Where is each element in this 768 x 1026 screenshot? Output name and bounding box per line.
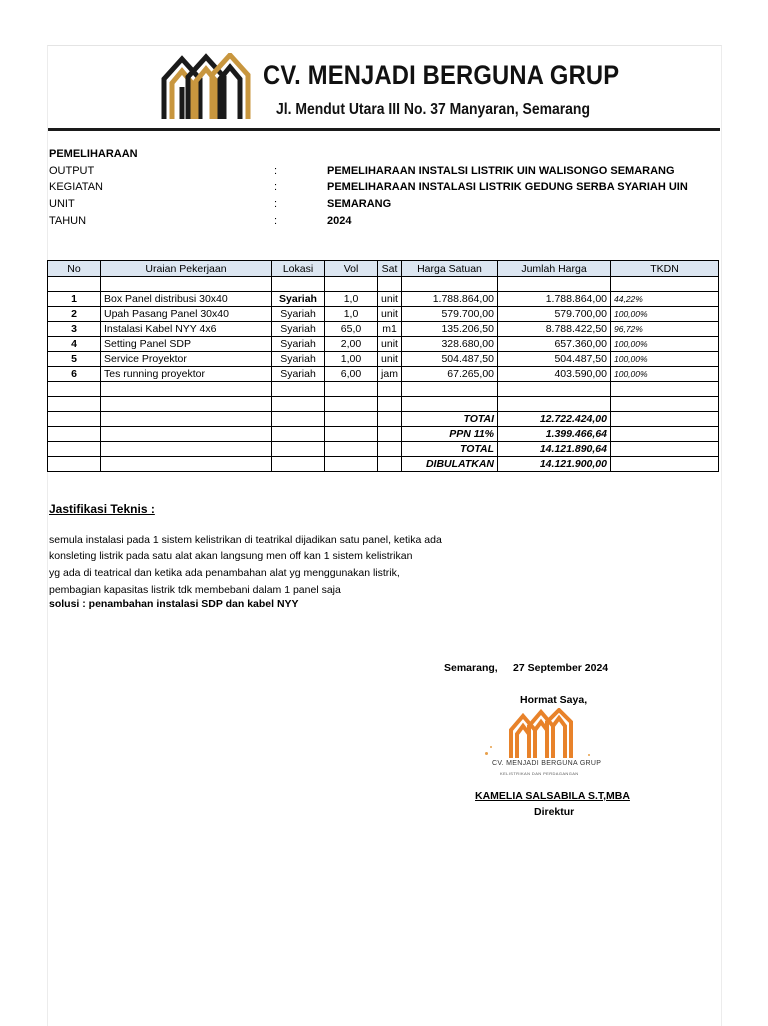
header-tkdn: TKDN (611, 261, 719, 277)
cell-vol: 1,00 (325, 352, 378, 367)
cell-sat: unit (378, 292, 402, 307)
table-row (48, 352, 719, 367)
company-name: CV. MENJADI BERGUNA GRUP (263, 60, 620, 90)
cell-uraian: Tes running proyektor (101, 367, 272, 382)
info-label-tahun: TAHUN (49, 215, 87, 227)
info-colon: : (274, 215, 278, 227)
info-label-kegiatan: KEGIATAN (49, 181, 103, 193)
info-value-kegiatan: PEMELIHARAAN INSTALASI LISTRIK GEDUNG SERBA SYARIAH UIN (327, 181, 688, 193)
header-uraian: Uraian Pekerjaan (101, 261, 272, 277)
cell-sat: unit (378, 352, 402, 367)
cell-lokasi: Syariah (272, 292, 325, 307)
header-no: No (48, 261, 101, 277)
cell-lokasi: Syariah (272, 367, 325, 382)
cell-tkdn: 100,00% (611, 307, 719, 322)
cell-no: 5 (48, 352, 101, 367)
company-address: Jl. Mendut Utara III No. 37 Manyaran, Semarang (276, 101, 590, 118)
cell-uraian: Upah Pasang Panel 30x40 (101, 307, 272, 322)
justification-line: konsleting listrik pada satu alat akan langsung men off kan 1 sistem kelistrikan (49, 550, 413, 562)
cell-sat: jam (378, 367, 402, 382)
table-row-empty (48, 277, 719, 292)
cell-no: 1 (48, 292, 101, 307)
header-jumlah: Jumlah Harga (498, 261, 611, 277)
table-row (48, 292, 719, 307)
cell-tkdn: 44,22% (611, 292, 719, 307)
letterhead-divider (48, 128, 720, 131)
work-items-table (47, 260, 719, 472)
signatory-name: KAMELIA SALSABILA S.T,MBA (475, 790, 630, 802)
table-row-empty (48, 382, 719, 397)
totals-row (48, 412, 719, 427)
info-value-tahun: 2024 (327, 215, 352, 227)
justification-line: semula instalasi pada 1 sistem kelistrikan di teatrikal dijadikan satu panel, ketika ada (49, 534, 442, 546)
cell-vol: 2,00 (325, 337, 378, 352)
cell-no: 2 (48, 307, 101, 322)
header-sat: Sat (378, 261, 402, 277)
info-colon: : (274, 198, 278, 210)
cell-no: 4 (48, 337, 101, 352)
cell-lokasi: Syariah (272, 322, 325, 337)
justification-solution: solusi : penambahan instalasi SDP dan kabel NYY (49, 598, 299, 610)
totals-row (48, 442, 719, 457)
cell-lokasi: Syariah (272, 337, 325, 352)
totals-row (48, 457, 719, 472)
cell-sat: unit (378, 337, 402, 352)
totals-label: DIBULATKAN (402, 457, 498, 472)
signature-regards: Hormat Saya, (520, 694, 588, 706)
justification-line: pembagian kapasitas listrik tdk membebani dalam 1 panel saja (49, 584, 341, 596)
cell-uraian: Instalasi Kabel NYY 4x6 (101, 322, 272, 337)
cell-uraian: Box Panel distribusi 30x40 (101, 292, 272, 307)
cell-harga: 1.788.864,00 (402, 292, 498, 307)
cell-sat: unit (378, 307, 402, 322)
cell-jumlah: 1.788.864,00 (498, 292, 611, 307)
header-vol: Vol (325, 261, 378, 277)
cell-jumlah: 403.590,00 (498, 367, 611, 382)
cell-uraian: Service Proyektor (101, 352, 272, 367)
info-heading: PEMELIHARAAN (49, 148, 138, 160)
totals-label: TOTAI (402, 412, 498, 427)
company-logo (160, 53, 252, 121)
cell-uraian: Setting Panel SDP (101, 337, 272, 352)
table-row (48, 367, 719, 382)
cell-vol: 65,0 (325, 322, 378, 337)
justification-line: yg ada di teatrical dan ketika ada penambahan alat yg menggunakan listrik, (49, 567, 400, 579)
cell-harga: 67.265,00 (402, 367, 498, 382)
cell-jumlah: 579.700,00 (498, 307, 611, 322)
cell-jumlah: 657.360,00 (498, 337, 611, 352)
signature-place: Semarang, (444, 662, 498, 674)
totals-value: 14.121.890,64 (498, 442, 611, 457)
cell-harga: 579.700,00 (402, 307, 498, 322)
cell-tkdn: 100,00% (611, 352, 719, 367)
info-colon: : (274, 181, 278, 193)
cell-harga: 328.680,00 (402, 337, 498, 352)
cell-tkdn: 100,00% (611, 337, 719, 352)
table-row (48, 307, 719, 322)
totals-label: TOTAL (402, 442, 498, 457)
cell-harga: 504.487,50 (402, 352, 498, 367)
totals-value: 1.399.466,64 (498, 427, 611, 442)
cell-vol: 6,00 (325, 367, 378, 382)
justification-title: Jastifikasi Teknis : (49, 502, 155, 516)
signatory-title: Direktur (534, 806, 575, 818)
cell-lokasi: Syariah (272, 352, 325, 367)
cell-harga: 135.206,50 (402, 322, 498, 337)
table-row (48, 337, 719, 352)
company-stamp-logo (507, 708, 575, 760)
cell-jumlah: 8.788.422,50 (498, 322, 611, 337)
info-value-output: PEMELIHARAAN INSTALSI LISTRIK UIN WALISONGO SEMARANG (327, 165, 675, 177)
cell-no: 3 (48, 322, 101, 337)
stamp-tagline: KELISTRIKAN DAN PERDAGANGAN (500, 771, 579, 776)
totals-label: PPN 11% (402, 427, 498, 442)
table-row (48, 322, 719, 337)
table-header-row (48, 261, 719, 277)
stamp-company-name: CV. MENJADI BERGUNA GRUP (492, 760, 602, 767)
cell-lokasi: Syariah (272, 307, 325, 322)
cell-jumlah: 504.487,50 (498, 352, 611, 367)
info-value-unit: SEMARANG (327, 198, 392, 210)
cell-no: 6 (48, 367, 101, 382)
totals-row (48, 427, 719, 442)
cell-vol: 1,0 (325, 307, 378, 322)
totals-value: 12.722.424,00 (498, 412, 611, 427)
cell-sat: m1 (378, 322, 402, 337)
totals-value: 14.121.900,00 (498, 457, 611, 472)
table-row-empty (48, 397, 719, 412)
stamp-dot (485, 752, 488, 755)
cell-vol: 1,0 (325, 292, 378, 307)
stamp-dot (490, 746, 492, 748)
info-colon: : (274, 165, 278, 177)
info-label-unit: UNIT (49, 198, 75, 210)
header-lokasi: Lokasi (272, 261, 325, 277)
signature-date: 27 September 2024 (513, 662, 609, 674)
info-label-output: OUTPUT (49, 165, 95, 177)
header-harga: Harga Satuan (402, 261, 498, 277)
stamp-dot (588, 754, 590, 756)
cell-tkdn: 96,72% (611, 322, 719, 337)
cell-tkdn: 100,00% (611, 367, 719, 382)
